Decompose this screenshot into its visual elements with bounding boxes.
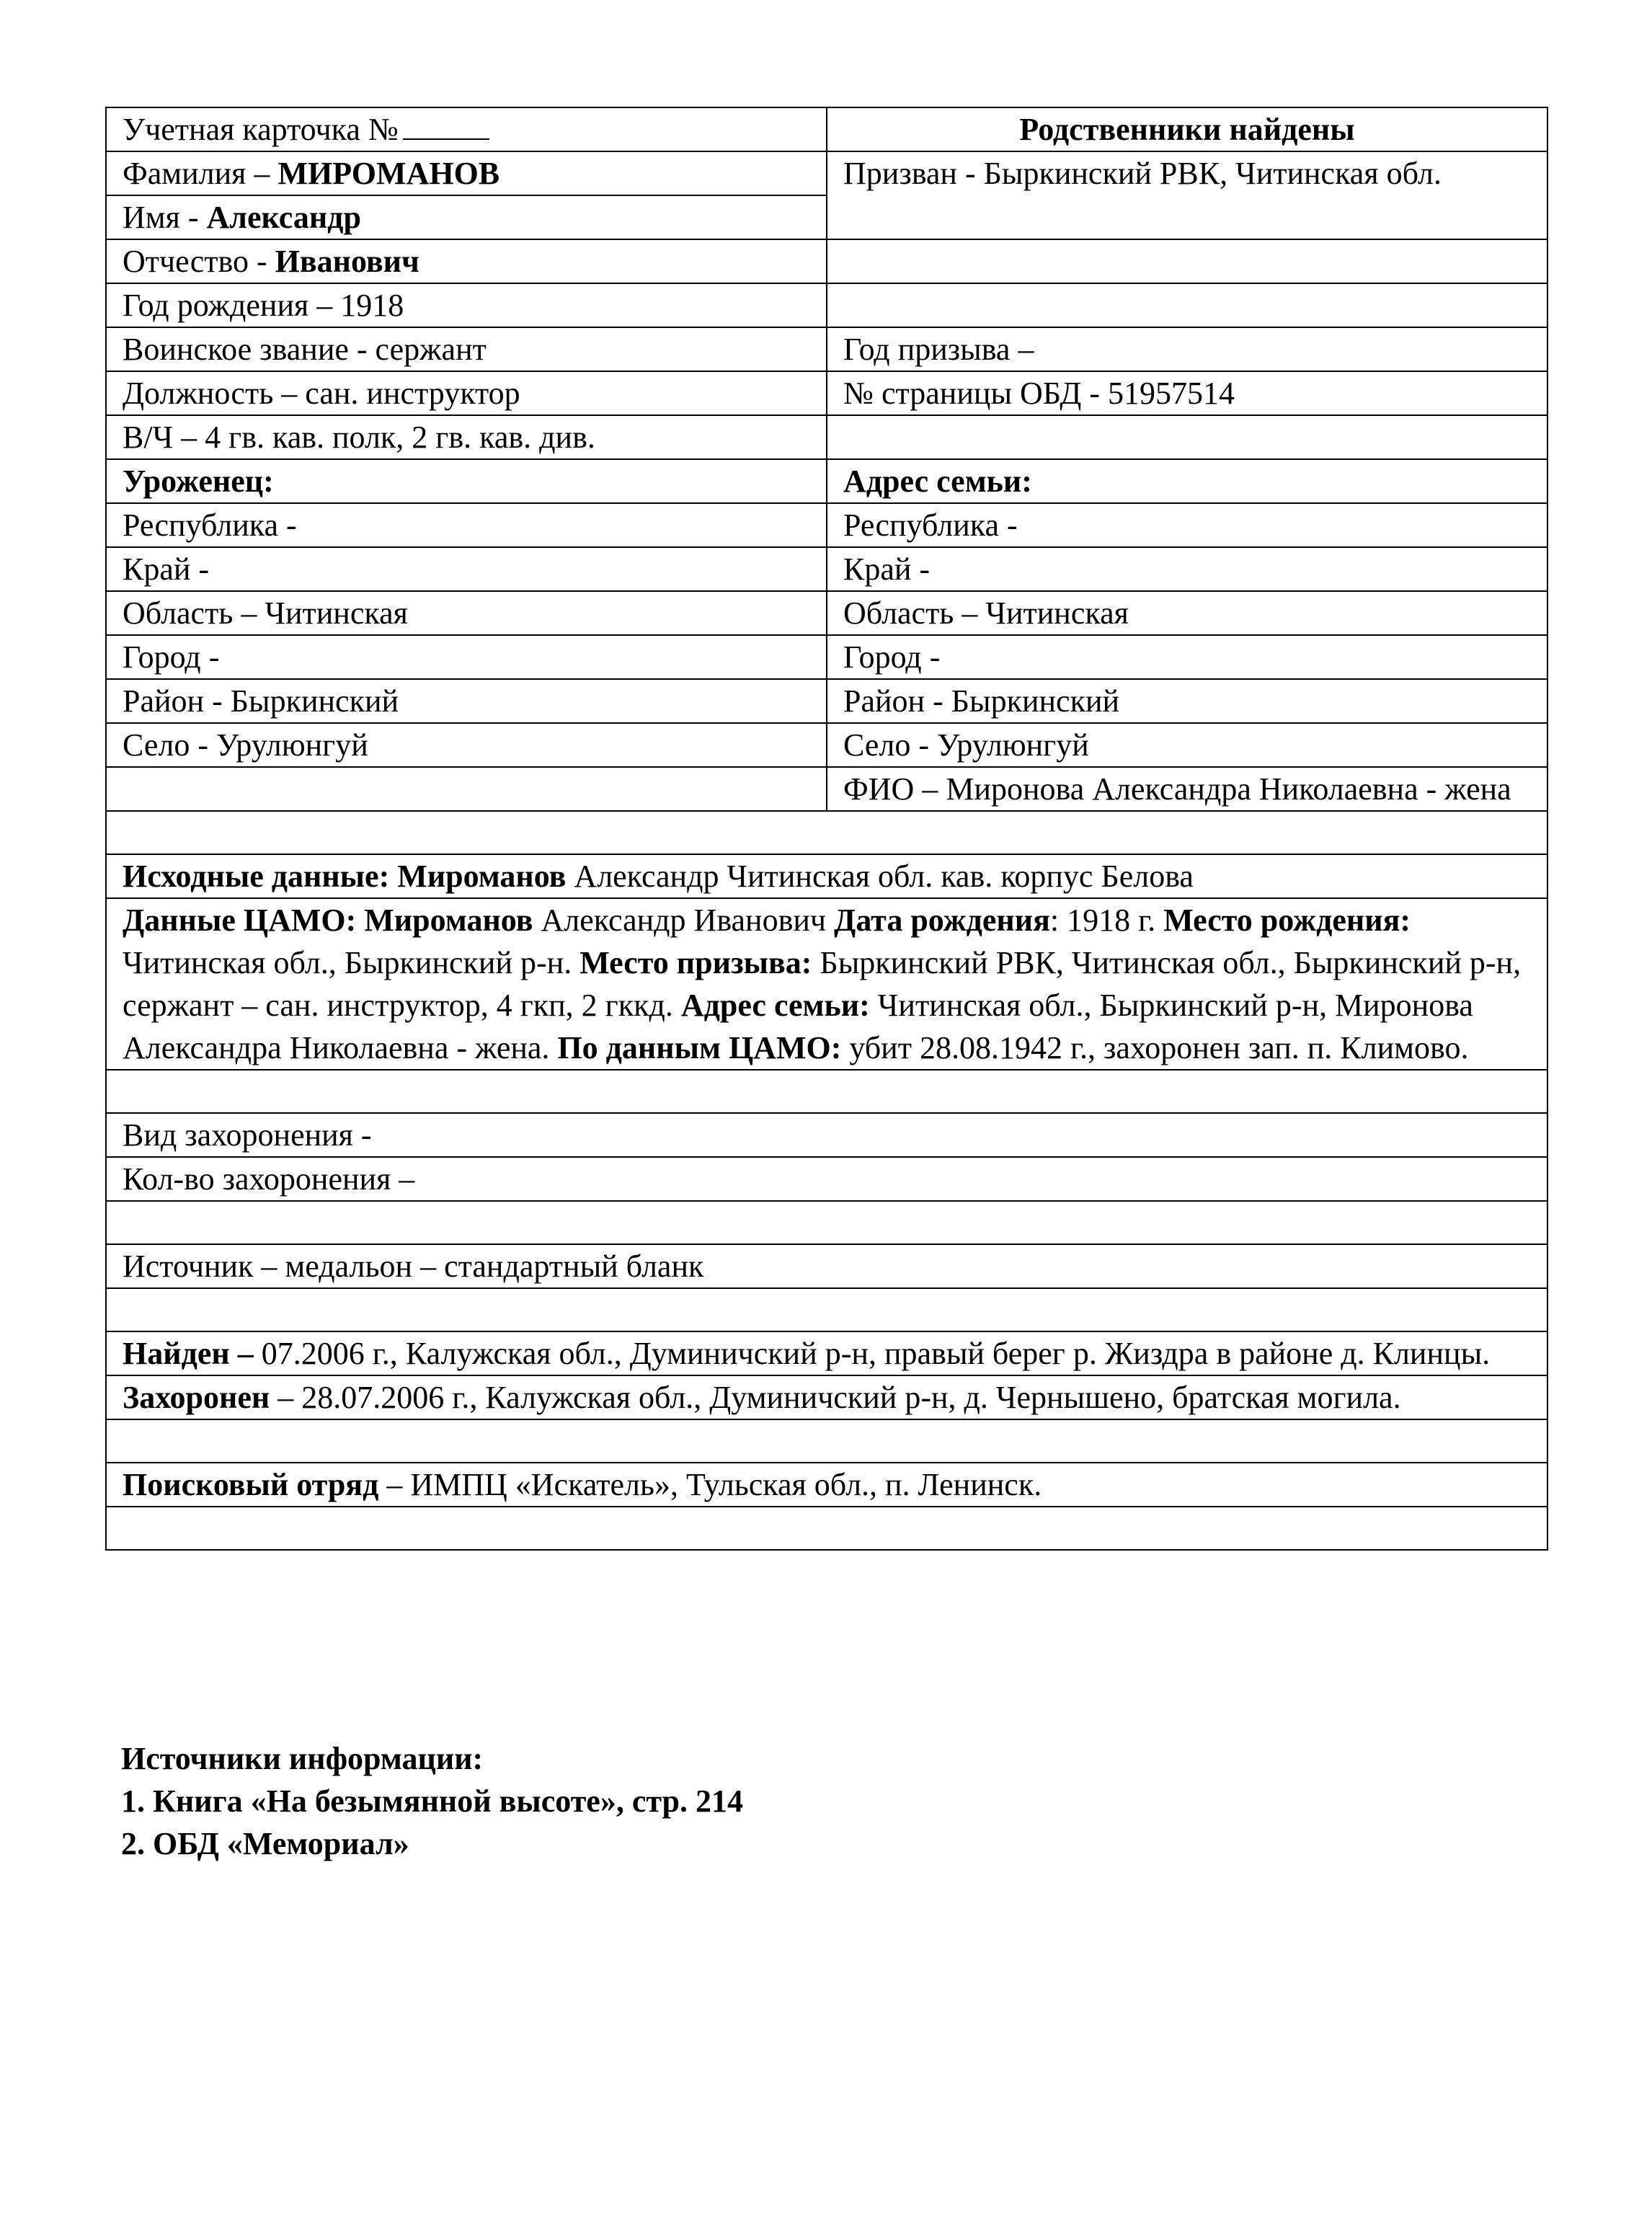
table-row (106, 1070, 1547, 1113)
unit: В/Ч – 4 гв. кав. полк, 2 гв. кав. див. (106, 415, 827, 459)
rank: Воинское звание - сержант (106, 327, 827, 371)
table-row (106, 591, 1547, 635)
drafted-cell: Призван - Быркинский РВК, Читинская обл. (827, 151, 1547, 239)
table-row (106, 547, 1547, 591)
table-row (106, 107, 1547, 151)
surname-label: Фамилия – (123, 156, 278, 191)
source-data-name: Мироманов (397, 859, 567, 894)
card-number-blank (403, 110, 489, 140)
found-cell (106, 1331, 1547, 1375)
list-item: 1. Книга «На безымянной высоте», стр. 214 (121, 1783, 743, 1819)
native-village: Село - Урулюнгуй (106, 723, 827, 767)
obd-page: № страницы ОБД - 51957514 (827, 371, 1547, 415)
tsamo-cell (106, 898, 1547, 1070)
family-fio: ФИО – Миронова Александра Николаевна - жена (827, 767, 1547, 811)
sources-section (121, 1737, 743, 1865)
found-label: Найден – (123, 1336, 254, 1371)
tsamo-text: Читинская обл., Быркинский р-н. (123, 945, 580, 980)
tsamo-text: Читинская обл., Быркинский р-н, Миронова Александра Николаевна - жена. (123, 988, 1473, 1065)
birth-year: Год рождения – 1918 (106, 283, 827, 327)
surname-value: МИРОМАНОВ (277, 156, 500, 191)
table-row (106, 811, 1547, 854)
family-oblast: Область – Читинская (827, 591, 1547, 635)
position: Должность – сан. инструктор (106, 371, 827, 415)
table-row (106, 1419, 1547, 1463)
record-card-table (105, 107, 1548, 1551)
table-row (106, 1113, 1547, 1157)
empty-cell (106, 767, 827, 811)
source: Источник – медальон – стандартный бланк (106, 1244, 1547, 1288)
native-krai: Край - (106, 547, 827, 591)
tsamo-text: Александр Иванович (533, 903, 835, 938)
empty-cell (827, 283, 1547, 327)
buried-label: Захоронен (123, 1380, 270, 1415)
tsamo-name: Мироманов (364, 903, 533, 938)
source-data-cell (106, 854, 1547, 898)
tsamo-text: убит 28.08.1942 г., захоронен зап. п. Климово. (841, 1030, 1469, 1065)
table-row (106, 151, 1547, 195)
family-republic: Республика - (827, 503, 1547, 547)
empty-row (106, 1288, 1547, 1331)
table-row (106, 1507, 1547, 1550)
relatives-status: Родственники найдены (827, 107, 1547, 151)
draft-year: Год призыва – (827, 327, 1547, 371)
table-row (106, 1157, 1547, 1201)
burial-count: Кол-во захоронения – (106, 1157, 1547, 1201)
name-cell (106, 195, 827, 239)
buried-text: – 28.07.2006 г., Калужская обл., Думиничский р-н, д. Чернышено, братская могила. (270, 1380, 1401, 1415)
table-row (106, 283, 1547, 327)
surname-cell (106, 151, 827, 195)
table-row (106, 898, 1547, 1070)
buried-cell (106, 1375, 1547, 1419)
search-team-label: Поисковый отряд (123, 1467, 379, 1502)
table-row (106, 415, 1547, 459)
family-header: Адрес семьи: (827, 459, 1547, 503)
table-row (106, 679, 1547, 723)
card-number-label: Учетная карточка № (123, 112, 399, 147)
tsamo-label: Данные ЦАМО: (123, 903, 365, 938)
table-row (106, 1201, 1547, 1244)
table-row (106, 1244, 1547, 1288)
table-row (106, 854, 1547, 898)
sources-title: Источники информации: (121, 1741, 484, 1776)
list-item: 2. ОБД «Мемориал» (121, 1826, 409, 1861)
source-data-text: Александр Читинская обл. кав. корпус Белова (566, 859, 1194, 894)
table-row (106, 503, 1547, 547)
empty-row (106, 1419, 1547, 1463)
table-row (106, 1331, 1547, 1375)
source-data-label: Исходные данные: (123, 859, 398, 894)
family-village: Село - Урулюнгуй (827, 723, 1547, 767)
table-row (106, 239, 1547, 283)
patronymic-cell (106, 239, 827, 283)
table-row (106, 1288, 1547, 1331)
empty-row (106, 1070, 1547, 1113)
name-value: Александр (206, 200, 361, 235)
table-row (106, 371, 1547, 415)
table-row (106, 459, 1547, 503)
family-krai: Край - (827, 547, 1547, 591)
patronymic-value: Иванович (275, 244, 419, 279)
family-city: Город - (827, 635, 1547, 679)
search-team-text: – ИМПЦ «Искатель», Тульская обл., п. Ленинск. (378, 1467, 1042, 1502)
search-team-cell (106, 1463, 1547, 1507)
tsamo-text: : 1918 г. (1049, 903, 1164, 938)
patronymic-label: Отчество - (123, 244, 275, 279)
empty-row (106, 1507, 1547, 1550)
native-oblast: Область – Читинская (106, 591, 827, 635)
tsamo-bydata-label: По данным ЦАМО: (557, 1030, 842, 1065)
table-row (106, 723, 1547, 767)
empty-row (106, 811, 1547, 854)
empty-cell (827, 239, 1547, 283)
table-row (106, 767, 1547, 811)
tsamo-birth-label: Дата рождения (834, 903, 1050, 938)
burial-type: Вид захоронения - (106, 1113, 1547, 1157)
name-label: Имя - (123, 200, 207, 235)
native-city: Город - (106, 635, 827, 679)
native-republic: Республика - (106, 503, 827, 547)
tsamo-family-label: Адрес семьи: (680, 988, 870, 1023)
empty-row (106, 1201, 1547, 1244)
table-row (106, 1463, 1547, 1507)
table-row (106, 1375, 1547, 1419)
card-number-cell (106, 107, 827, 151)
family-district: Район - Быркинский (827, 679, 1547, 723)
found-text: 07.2006 г., Калужская обл., Думиничский р-н, правый берег р. Жиздра в районе д. Клинцы. (253, 1336, 1491, 1371)
native-district: Район - Быркинский (106, 679, 827, 723)
table-row (106, 327, 1547, 371)
tsamo-draftplace-label: Место призыва: (579, 945, 812, 980)
empty-cell (827, 415, 1547, 459)
table-row (106, 635, 1547, 679)
tsamo-birthplace-label: Место рождения: (1163, 903, 1411, 938)
tsamo-text: Быркинский РВК, Читинская обл., Быркинский р-н, сержант – сан. инструктор, 4 гкп, 2 гккд. (123, 945, 1522, 1023)
native-header: Уроженец: (106, 459, 827, 503)
